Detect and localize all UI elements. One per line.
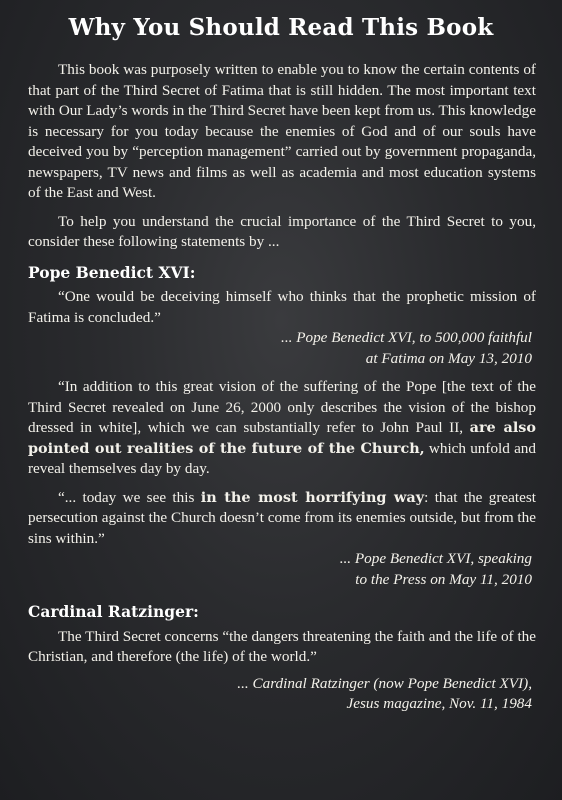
- quote-text: “In addition to this great vision of the suffering of the Pope [the text of the Third Secret revealed on June 26, 2000 only describes the vision of the bishop dressed in white], which we can substantially refer to John Paul II,: [28, 378, 536, 436]
- quote-paragraph: [28, 377, 536, 480]
- quote-text: “... today we see this: [58, 488, 201, 506]
- quote-paragraph: The Third Secret concerns “the dangers threatening the faith and the life of the Christian, and therefore (the life) of the world.”: [28, 627, 536, 665]
- page-title: Why You Should Read This Book: [68, 14, 494, 41]
- quote-attribution: [28, 328, 536, 369]
- attribution-line: at Fatima on May 13, 2010: [365, 349, 532, 367]
- quote-attribution: [28, 549, 536, 590]
- attribution-line: ... Pope Benedict XVI, speaking: [339, 550, 532, 567]
- attribution-line: ... Pope Benedict XVI, to 500,000 faithful: [281, 329, 532, 346]
- quote-text: which unfold and reveal themselves day by day.: [28, 439, 536, 477]
- quote-emphasis: in the most horrifying way: [200, 488, 425, 506]
- quote-paragraph: “One would be deceiving himself who thinks that the prophetic mission of Fatima is concluded.”: [28, 288, 536, 326]
- section-heading-ratzinger: Cardinal Ratzinger:: [28, 602, 199, 621]
- attribution-line: to the Press on May 11, 2010: [355, 570, 532, 588]
- intro-paragraph-2: To help you understand the crucial importance of the Third Secret to you, consider these following statements by ...: [28, 212, 536, 250]
- quote-paragraph: [28, 488, 536, 550]
- quote-text: : that the greatest persecution against the Church doesn’t come from its enemies outside, but from the sins within.”: [28, 488, 536, 547]
- quote-attribution: [28, 674, 536, 715]
- quote-emphasis: are also pointed out realities of the future of the Church,: [28, 419, 536, 457]
- intro-paragraph-1: This book was purposely written to enable you to know the certain contents of that part of the Third Secret of Fatima that is still hidden. The most important text with Our Lady’s words in the Third Secret have been kept from us. This knowledge is necessary for you today because the enemies of God and of our souls have deceived you by “perception management” carried out by government propaganda, newspapers, TV news and films as well as academia and most education systems of the East and West.: [28, 61, 536, 201]
- attribution-line: ... Cardinal Ratzinger (now Pope Benedict XVI),: [237, 674, 532, 692]
- body-text: [28, 60, 536, 715]
- attribution-line: Jesus magazine, Nov. 11, 1984: [346, 695, 532, 712]
- section-heading-benedict: Pope Benedict XVI:: [28, 262, 196, 282]
